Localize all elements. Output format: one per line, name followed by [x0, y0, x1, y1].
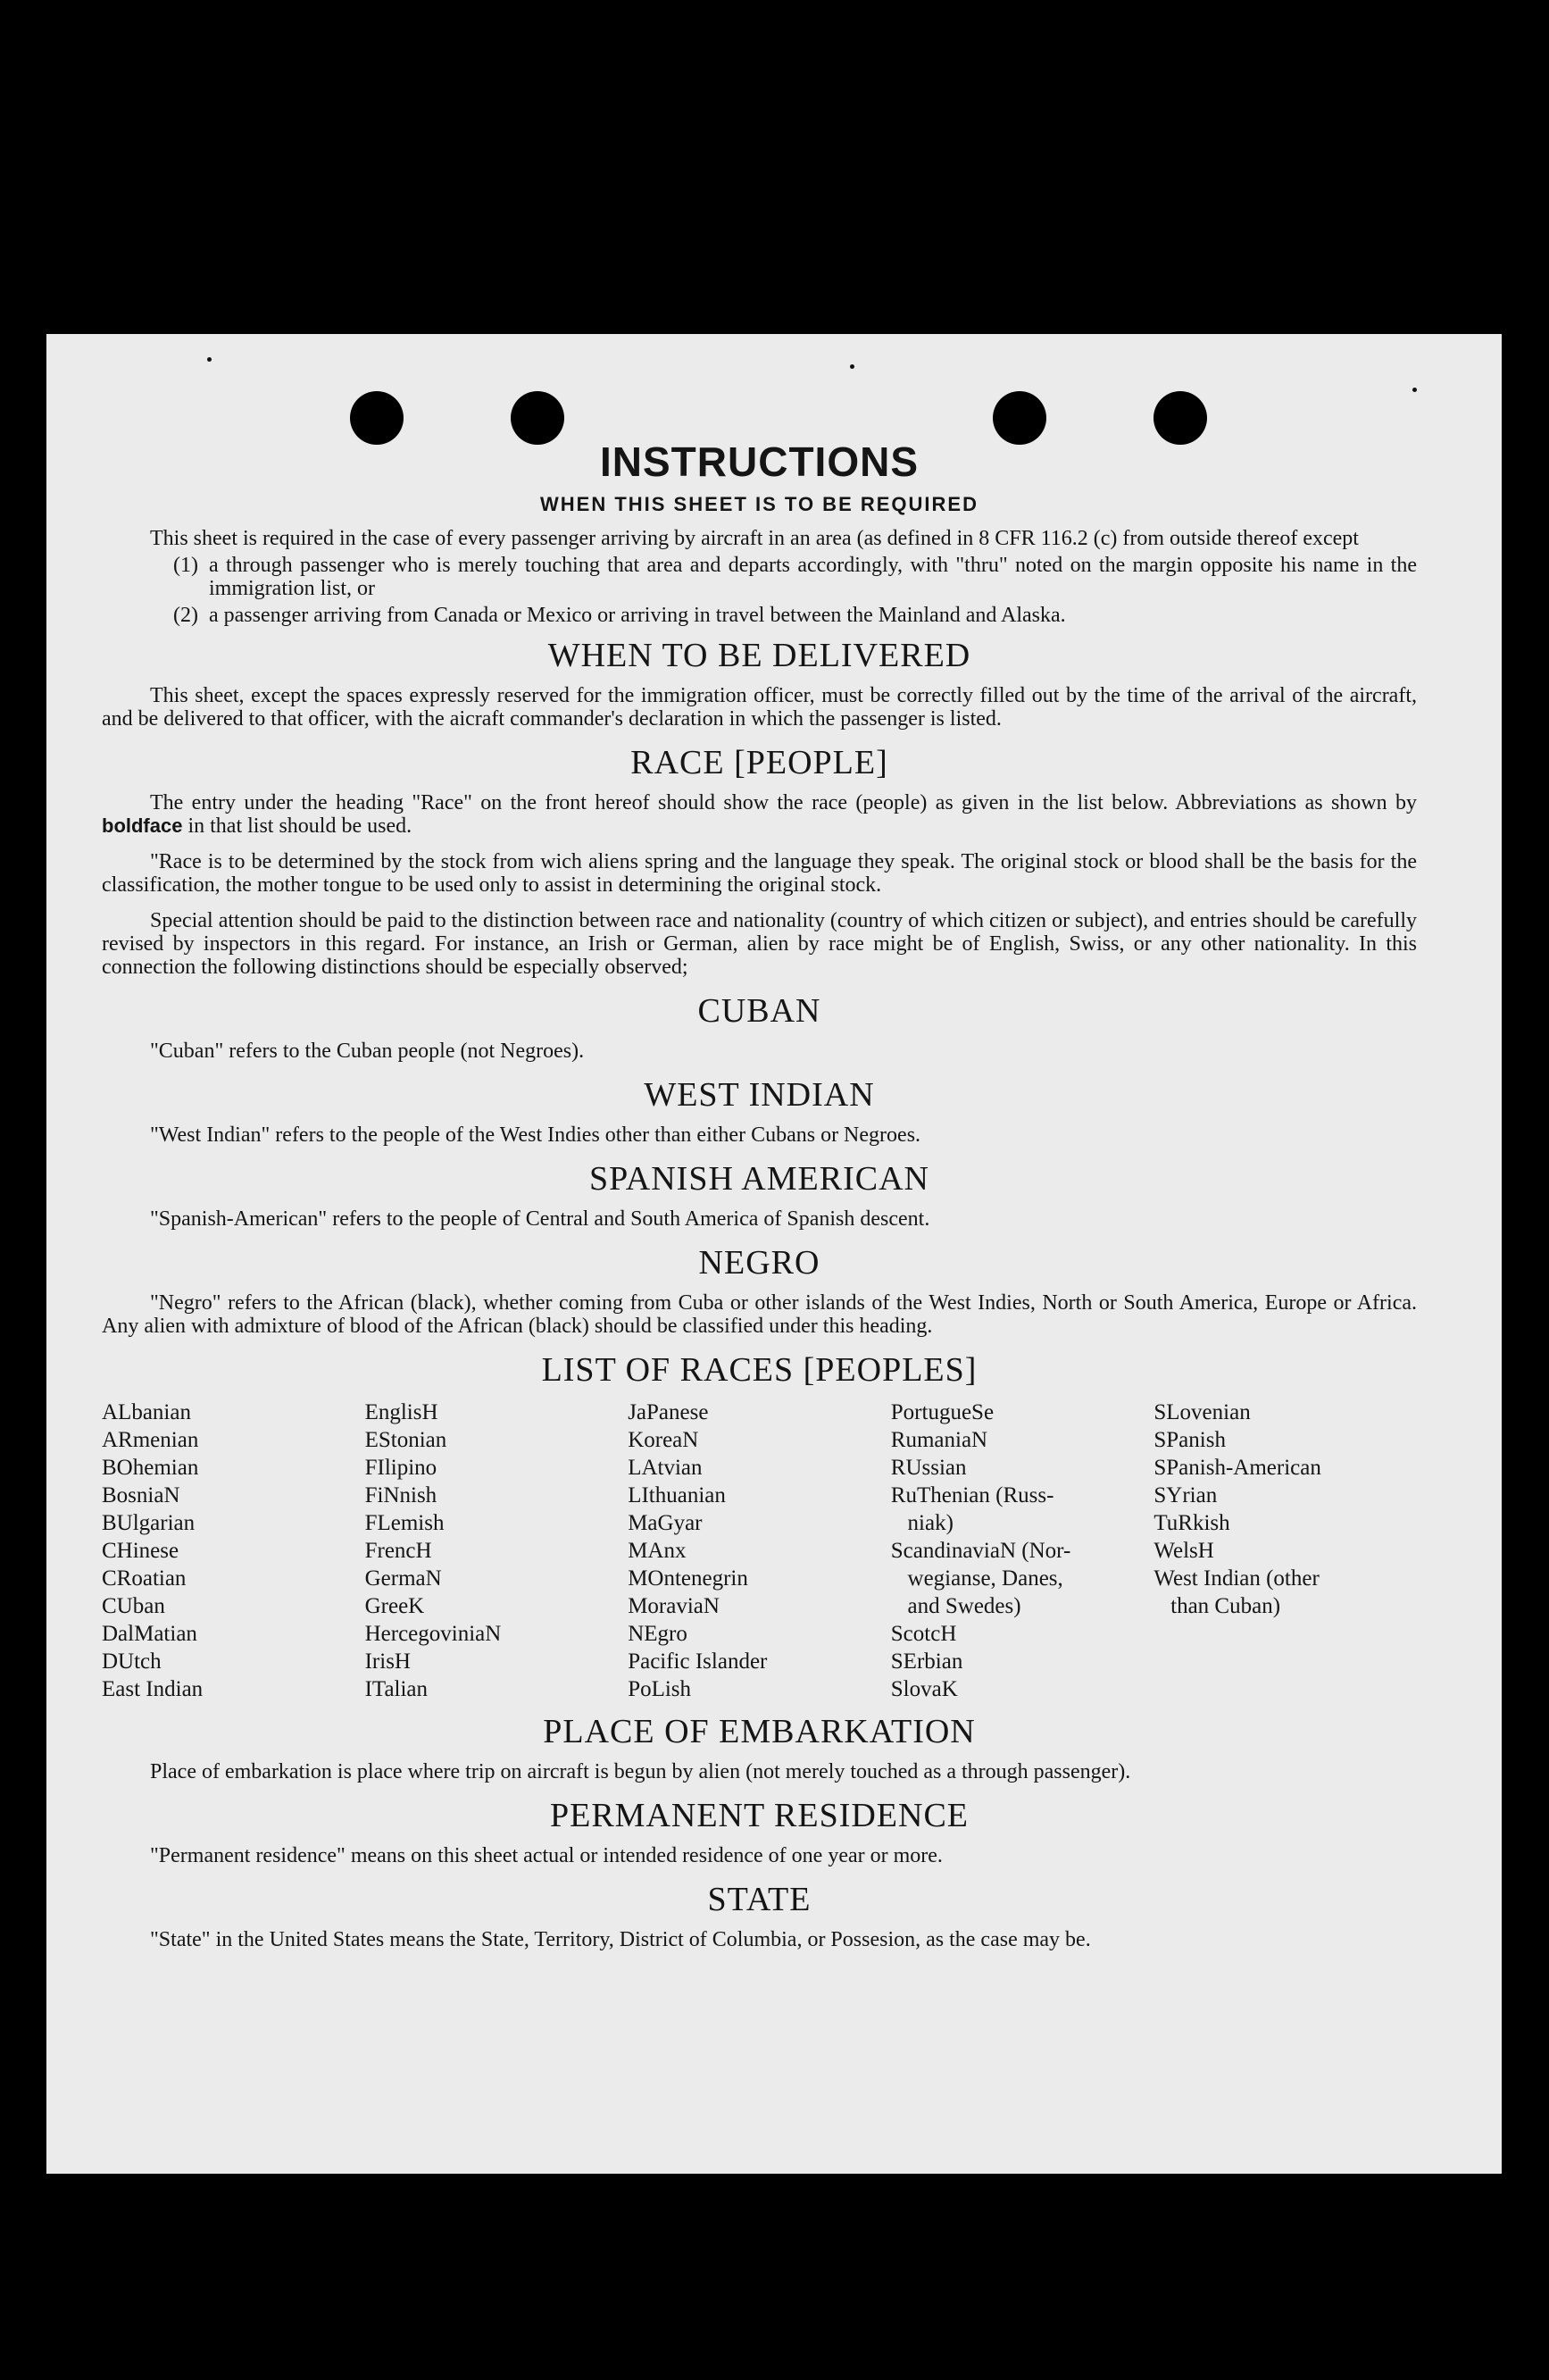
instructions-subtitle: WHEN THIS SHEET IS TO BE REQUIRED	[540, 493, 979, 515]
embarkation-text: Place of embarkation is place where trip on aircraft is begun by alien (not merely touched as a through passenger).	[150, 1760, 1131, 1783]
race-entry: CUban	[102, 1594, 165, 1618]
section-heading-list: LIST OF RACES [PEOPLES]	[541, 1351, 978, 1389]
paper-speck	[207, 357, 212, 362]
race-entry: JaPanese	[628, 1400, 709, 1424]
race-entry: EStonian	[364, 1428, 447, 1452]
race-entry: LIthuanian	[628, 1483, 726, 1507]
race-entry: PoLish	[628, 1677, 692, 1701]
races-column-5	[1153, 1399, 1417, 1703]
race-entry: ALbanian	[102, 1400, 191, 1424]
race-entry: and Swedes)	[890, 1594, 1021, 1618]
race-entry: GreeK	[364, 1594, 425, 1618]
race-entry: LAtvian	[628, 1456, 703, 1480]
race-entry: FLemish	[364, 1511, 445, 1535]
section-heading-negro: NEGRO	[698, 1244, 820, 1282]
race-entry: FiNnish	[364, 1483, 437, 1507]
race-entry: BOhemian	[102, 1456, 199, 1480]
negro-text: "Negro" refers to the African (black), whether coming from Cuba or other islands of the West Indies, North or South America, Europe or Africa. Any alien with admixture of blood of the African (black) should be classified under this heading.	[102, 1291, 1417, 1338]
race-entry: HercegoviniaN	[364, 1622, 502, 1646]
exception-number: (1)	[173, 554, 198, 577]
exception-item	[102, 554, 1417, 600]
race-entry: TuRkish	[1153, 1511, 1230, 1535]
exception-text: a through passenger who is merely touching that area and departs accordingly, with "thru" noted on the margin opposite his name in the immigration list, or	[209, 554, 1417, 600]
race-paragraph	[102, 791, 1417, 838]
race-entry: CRoatian	[102, 1566, 187, 1591]
race-entry: IrisH	[364, 1649, 411, 1674]
race-entry: MoraviaN	[628, 1594, 720, 1618]
races-list	[102, 1399, 1417, 1703]
race-entry: SPanish-American	[1153, 1456, 1321, 1480]
exception-text: a passenger arriving from Canada or Mexico or arriving in travel between the Mainland and Alaska.	[209, 604, 1066, 627]
race-entry: MaGyar	[628, 1511, 703, 1535]
west-indian-text: "West Indian" refers to the people of the West Indies other than either Cubans or Negroes.	[150, 1123, 921, 1147]
race-entry: than Cuban)	[1153, 1594, 1281, 1618]
exception-number: (2)	[173, 604, 198, 627]
race-entry: ScandinaviaN (Nor-	[890, 1539, 1071, 1563]
race-entry: DalMatian	[102, 1622, 197, 1646]
punch-hole	[1153, 391, 1207, 445]
spanish-american-text: "Spanish-American" refers to the people of Central and South America of Spanish descent.	[150, 1207, 930, 1231]
race-entry: West Indian (other	[1153, 1566, 1320, 1591]
cuban-text: "Cuban" refers to the Cuban people (not Negroes).	[150, 1040, 585, 1063]
race-entry: BUlgarian	[102, 1511, 196, 1535]
instructions-intro: This sheet is required in the case of every passenger arriving by aircraft in an area (as defined in 8 CFR 116.2 (c) from outside thereof except	[150, 527, 1359, 550]
race-entry: SlovaK	[890, 1677, 958, 1701]
state-text: "State" in the United States means the State, Territory, District of Columbia, or Possesion, as the case may be.	[150, 1928, 1091, 1951]
race-bold-term: boldface	[102, 814, 183, 837]
race-entry: GermaN	[364, 1566, 442, 1591]
instructions-title: INSTRUCTIONS	[600, 438, 919, 485]
section-heading-residence: PERMANENT RESIDENCE	[549, 1797, 970, 1834]
races-column-1	[102, 1399, 365, 1703]
exception-item	[102, 604, 1417, 627]
race-text: in that list should be used.	[187, 814, 412, 838]
race-entry: wegianse, Danes,	[890, 1566, 1063, 1591]
race-paragraph: "Race is to be determined by the stock from wich aliens spring and the language they speak. The original stock or blood shall be the basis for the classification, the mother tongue to be used only to assist in determining the original stock.	[102, 850, 1417, 897]
delivered-text: This sheet, except the spaces expressly reserved for the immigration officer, must be correctly filled out by the time of the arrival of the aircraft, and be delivered to that officer, with the aicraft commander's declaration in which the passenger is listed.	[102, 684, 1417, 731]
race-entry: KoreaN	[628, 1428, 699, 1452]
race-entry: MOntenegrin	[628, 1566, 748, 1591]
race-entry: SYrian	[1153, 1483, 1218, 1507]
instruction-sheet	[46, 334, 1502, 2174]
race-entry: MAnx	[628, 1539, 687, 1563]
punch-hole	[511, 391, 564, 445]
race-entry: SPanish	[1153, 1428, 1226, 1452]
section-heading-cuban: CUBAN	[697, 992, 821, 1030]
race-entry: FrencH	[364, 1539, 432, 1563]
section-heading-state: STATE	[707, 1881, 812, 1918]
race-entry: WelsH	[1153, 1539, 1214, 1563]
race-entry: PortugueSe	[890, 1400, 995, 1424]
race-entry: CHinese	[102, 1539, 179, 1563]
section-heading-embarkation: PLACE OF EMBARKATION	[543, 1713, 976, 1750]
section-heading-race: RACE [PEOPLE]	[630, 744, 888, 781]
races-column-3	[628, 1399, 891, 1703]
race-entry: NEgro	[628, 1622, 687, 1646]
race-entry: EnglisH	[364, 1400, 438, 1424]
race-entry: DUtch	[102, 1649, 162, 1674]
race-entry: niak)	[890, 1511, 954, 1535]
punch-hole	[350, 391, 404, 445]
section-heading-west-indian: WEST INDIAN	[644, 1076, 875, 1114]
race-entry: ITalian	[364, 1677, 429, 1701]
races-column-4	[891, 1399, 1154, 1703]
race-entry: SErbian	[890, 1649, 963, 1674]
races-column-2	[365, 1399, 629, 1703]
race-entry: SLovenian	[1153, 1400, 1251, 1424]
race-entry: RUssian	[890, 1456, 967, 1480]
section-heading-delivered: WHEN TO BE DELIVERED	[547, 637, 971, 674]
punch-hole	[993, 391, 1046, 445]
race-entry: BosniaN	[102, 1483, 180, 1507]
residence-text: "Permanent residence" means on this sheet actual or intended residence of one year or more.	[150, 1844, 943, 1867]
section-heading-spanish-american: SPANISH AMERICAN	[589, 1160, 929, 1198]
race-entry: ARmenian	[102, 1428, 199, 1452]
race-entry: East Indian	[102, 1677, 204, 1701]
race-paragraph: Special attention should be paid to the distinction between race and nationality (country of which citizen or subject), and entries should be carefully revised by inspectors in this regard. For instance, an Irish or German, alien by race might be of English, Swiss, or any other nationality. In this connection the following distinctions should be especially observed;	[102, 909, 1417, 979]
race-entry: Pacific Islander	[628, 1649, 768, 1674]
paper-speck	[850, 364, 854, 369]
race-entry: RumaniaN	[890, 1428, 988, 1452]
race-entry: RuThenian (Russ-	[890, 1483, 1054, 1507]
race-text: The entry under the heading "Race" on the front hereof should show the race (people) as given in the list below. Abbreviations as shown by	[150, 791, 1417, 814]
race-entry: FIlipino	[364, 1456, 437, 1480]
paper-speck	[1412, 388, 1417, 392]
race-entry: ScotcH	[890, 1622, 957, 1646]
